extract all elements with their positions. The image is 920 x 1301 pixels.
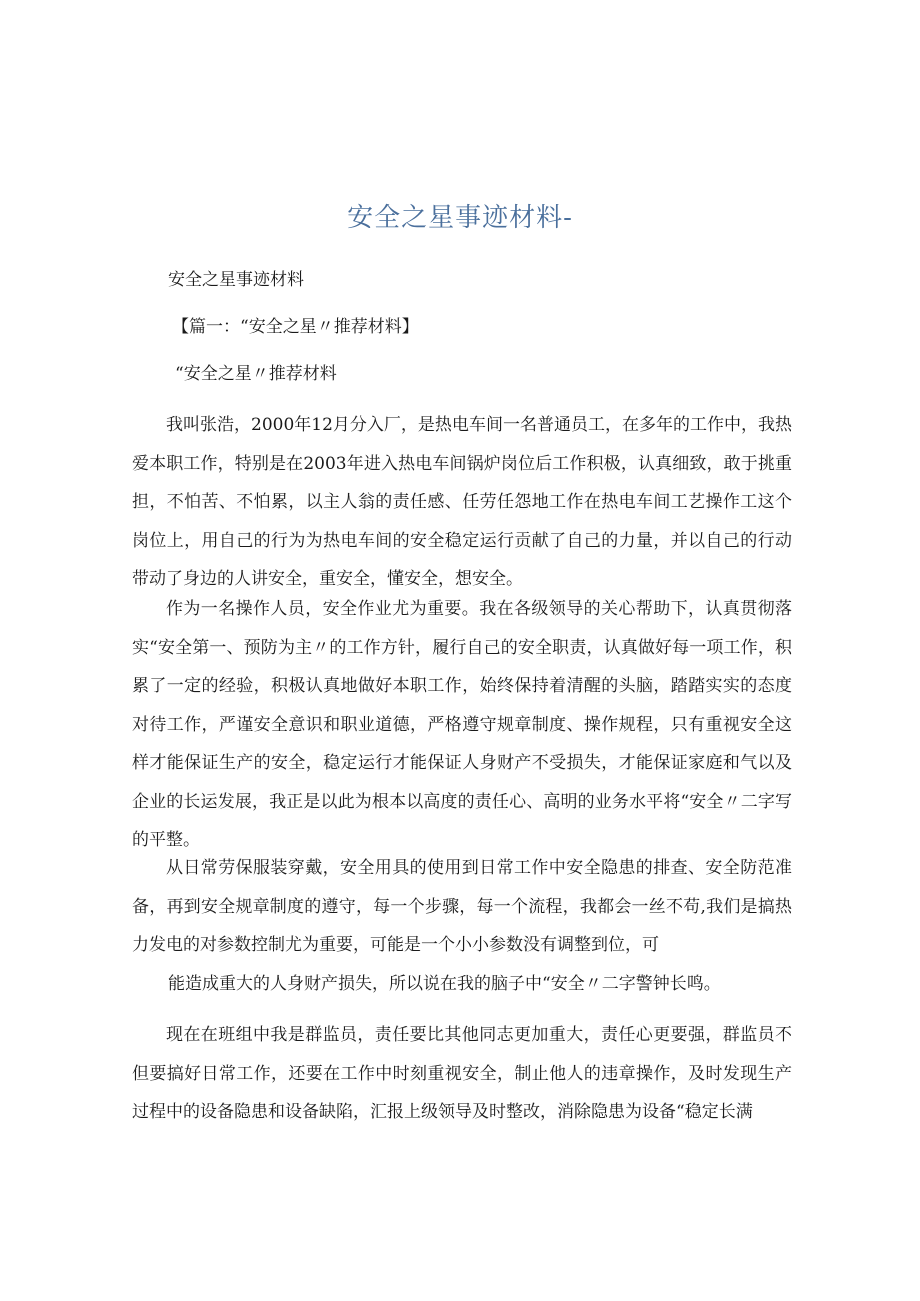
paragraph-3: 从日常劳保服装穿戴，安全用具的使用到日常工作中安全隐患的排查、安全防范准备，再到安全规章制度的遵守，每一个步骤，每一个流程，我都会一丝不苟,我们是搞热力发电的对参数控制尤为重要，可能是一个小小参数没有调整到位，可 — [132, 858, 792, 955]
section-heading: 【篇一：“安全之星〃推荐材料】 — [172, 317, 419, 337]
paragraph-1: 我叫张浩，2000年12月分入厂，是热电车间一名普通员工，在多年的工作中，我热爱本职工作，特别是在2003年进入热电车间锅炉岗位后工作积极，认真细致，敢于挑重担，不怕苦、不怕累，以主人翁的责任感、任劳任怨地工作在热电车间工艺操作工这个岗位上，用自己的行为为热电车间的安全稳定运行贡献了自己的力量，并以自己的行动带动了身边的人讲安全，重安全，懂安全，想安全。 — [132, 415, 792, 589]
paragraph-5: 现在在班组中我是群监员，责任要比其他同志更加重大，责任心更要强，群监员不但要搞好日常工作，还要在工作中时刻重视安全，制止他人的违章操作，及时发现生产过程中的设备隐患和设备缺陷，汇报上级领导及时整改，消除隐患为设备“稳定长满 — [132, 1025, 792, 1122]
section-subheading: “安全之星〃推荐材料 — [175, 364, 337, 384]
paragraph-4: 能造成重大的人身财产损失，所以说在我的脑子中“安全〃二字警钟长鸣。 — [168, 974, 721, 994]
document-subtitle: 安全之星事迹材料 — [168, 270, 304, 290]
paragraph-2: 作为一名操作人员，安全作业尤为重要。我在各级领导的关心帮助下，认真贯彻落实“安全第一、预防为主〃的工作方针，履行自己的安全职责，认真做好每一项工作，积累了一定的经验，积极认真地做好本职工作，始终保持着清醒的头脑，踏踏实实的态度对待工作，严谨安全意识和职业道德，严格遵守规章制度、操作规程，只有重视安全这样才能保证生产的安全，稳定运行才能保证人身财产不受损失，才能保证家庭和气以及企业的长运发展，我正是以此为根本以高度的责任心、高明的业务水平将“安全〃二字写的平整。 — [132, 599, 792, 850]
document-title: 安全之星事迹材料- — [347, 203, 573, 233]
